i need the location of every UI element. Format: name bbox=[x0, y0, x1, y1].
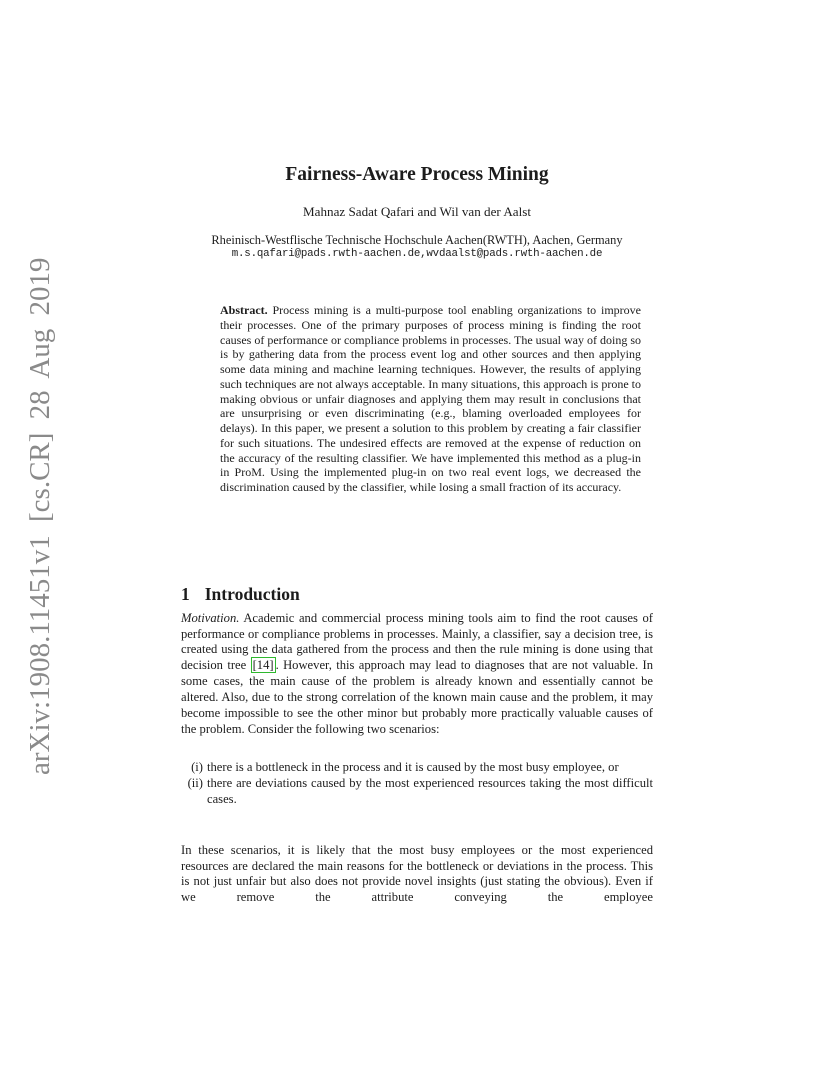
list-item-text: there are deviations caused by the most experienced resources taking the most difficult cases. bbox=[207, 775, 653, 806]
list-item-marker: (i) bbox=[191, 760, 203, 774]
list-item-marker: (ii) bbox=[187, 775, 203, 790]
motivation-lead: Motivation. bbox=[181, 610, 240, 625]
citation-14-link[interactable]: [14] bbox=[252, 658, 274, 673]
section-heading bbox=[181, 585, 653, 604]
intro-p1-text-after: . However, this approach may lead to diagnoses that are not valuable. In some cases, the main cause of the problem is already known and essentially cannot be altered. Also, due to the strong correlation of the known main cause and the problem, it may become impossible to see the other minor but probably more practically valuable causes of the problem. Consider the following two scenarios: bbox=[181, 658, 653, 736]
intro-paragraph-1 bbox=[181, 611, 653, 738]
abstract-text: Process mining is a multi-purpose tool enabling organizations to improve their processes. One of the primary purposes of process mining is finding the root causes of performance or compliance problems in processes. The usual way of doing so is by gathering data from the process event log and other sources and then applying some data mining and machine learning techniques. However, the results of applying such techniques are not always acceptable. In many situations, this approach is prone to making obvious or unfair diagnoses and applying them may result in conclusions that are unsurprising or even discriminating (e.g., blaming overloaded employees for delays). In this paper, we present a solution to this problem by creating a fair classifier for such situations. The undesired effects are removed at the expense of reduction on the accuracy of the resulting classifier. We have implemented this method as a plug-in in ProM. Using the implemented plug-in on two real event logs, we decreased the discrimination caused by the classifier, while losing a small fraction of its accuracy. bbox=[220, 303, 641, 494]
intro-paragraph-2: In these scenarios, it is likely that the most busy employees or the most experienced resources are declared the main reasons for the bottleneck or deviations in the process. This is not just unfair but also does not provide novel insights (just stating the obvious). Even if we remove the attribute conveying the employee bbox=[181, 842, 653, 905]
paper-emails: m.s.qafari@pads.rwth-aachen.de,wvdaalst@pads.rwth-aachen.de bbox=[231, 248, 603, 260]
abstract-section bbox=[220, 303, 641, 495]
list-item bbox=[181, 776, 653, 808]
section-number: 1 bbox=[181, 583, 190, 604]
list-item-text: there is a bottleneck in the process and it is caused by the most busy employee, or bbox=[207, 760, 619, 774]
paper-authors: Mahnaz Sadat Qafari and Wil van der Aalst bbox=[303, 204, 531, 219]
paper-title: Fairness-Aware Process Mining bbox=[285, 164, 549, 186]
arxiv-watermark: arXiv:1908.11451v1 [cs.CR] 28 Aug 2019 bbox=[24, 257, 56, 775]
paper-affiliation: Rheinisch-Westflische Technische Hochschule Aachen(RWTH), Aachen, Germany bbox=[211, 233, 623, 247]
section-title: Introduction bbox=[204, 583, 300, 604]
scenario-list bbox=[181, 760, 653, 808]
abstract-label: Abstract. bbox=[220, 303, 268, 317]
list-item bbox=[181, 760, 653, 776]
intro-p1-text-before: Academic and commercial process mining tools aim to find the root causes of performance or compliance problems in processes. Mainly, a classifier, say a decision tree, is created using the data gathered from the process and then the rule mining is done using that decision tree bbox=[181, 610, 653, 673]
